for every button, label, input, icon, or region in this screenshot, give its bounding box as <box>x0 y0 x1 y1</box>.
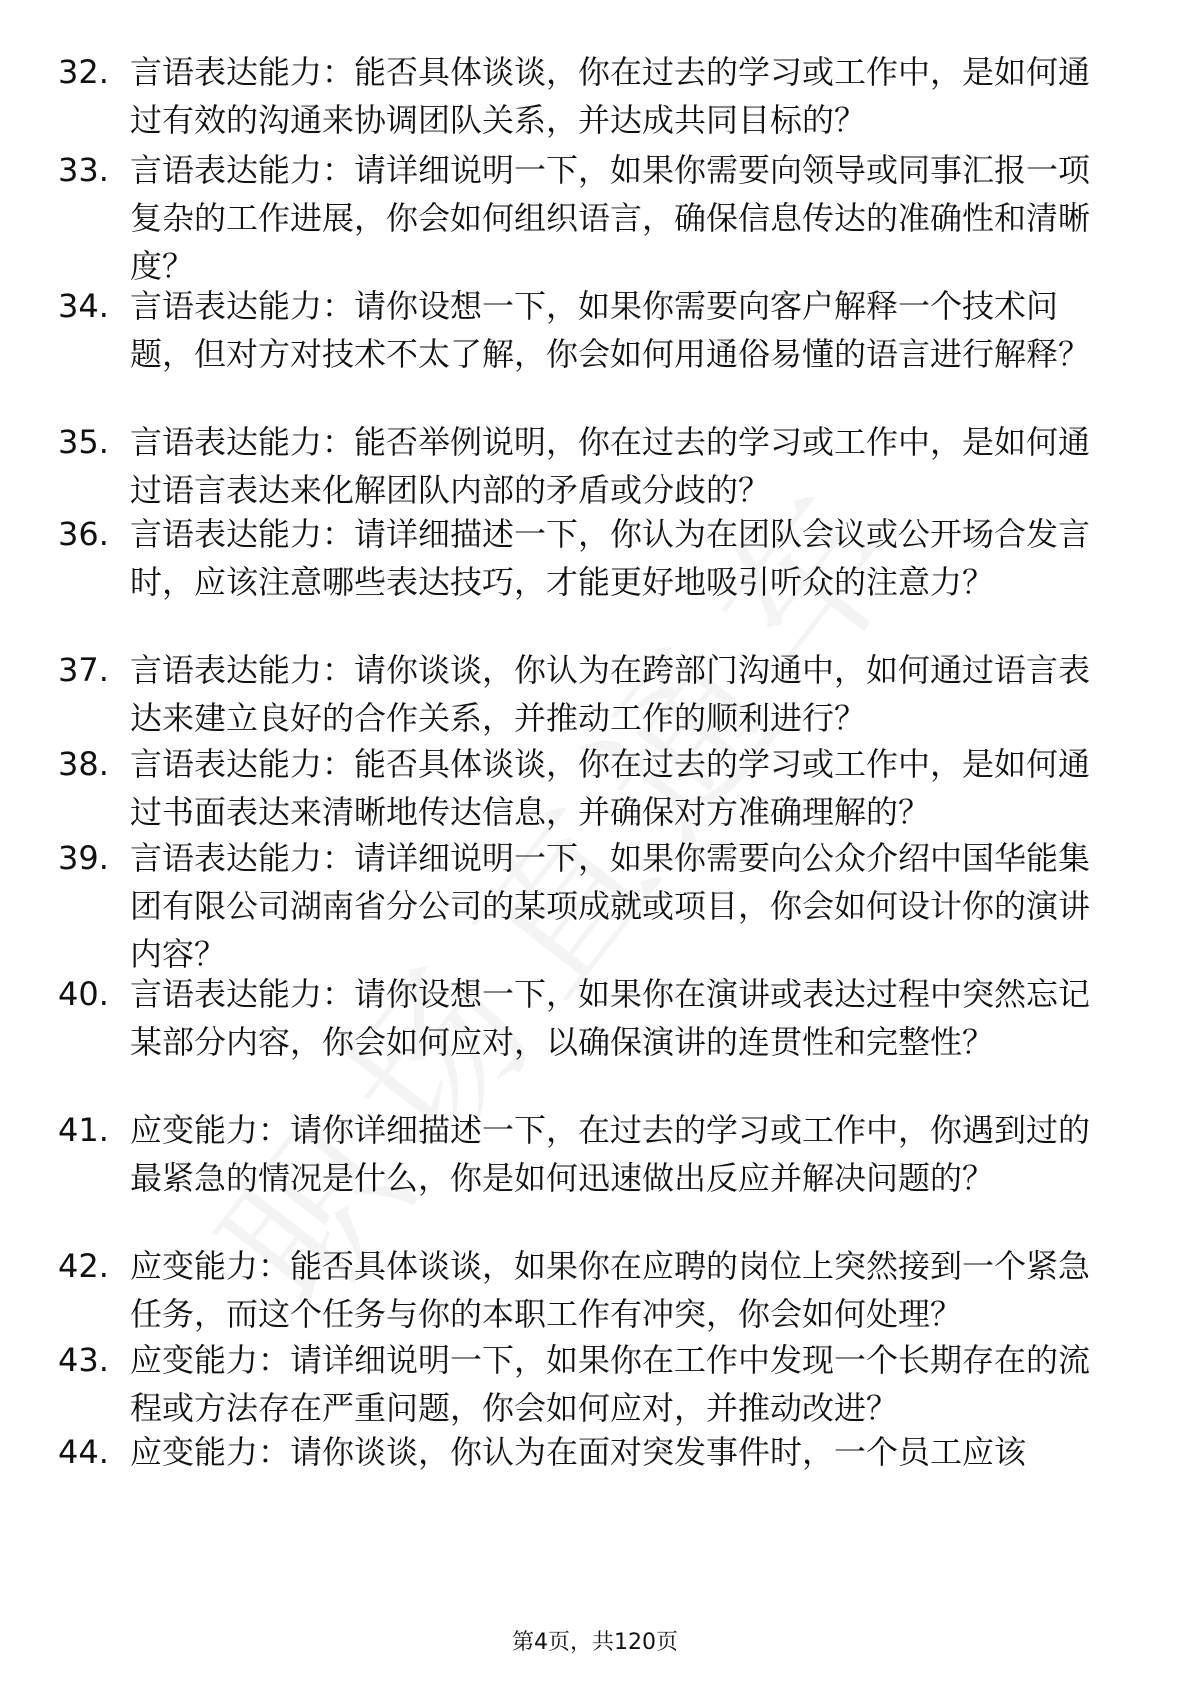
question-item <box>58 1242 1108 1338</box>
question-text: 言语表达能力：能否具体谈谈，你在过去的学习或工作中，是如何通过有效的沟通来协调团队关系，并达成共同目标的？ <box>130 53 1091 139</box>
question-item <box>58 146 1108 290</box>
question-text: 应变能力：请详细说明一下，如果你在工作中发现一个长期存在的流程或方法存在严重问题，你会如何应对，并推动改进？ <box>130 1341 1091 1427</box>
question-item <box>58 1336 1108 1432</box>
question-number: 35. <box>58 423 109 461</box>
question-item <box>58 510 1108 606</box>
question-number: 44. <box>58 1433 109 1471</box>
question-number: 33. <box>58 151 109 189</box>
question-text: 言语表达能力：请详细说明一下，如果你需要向公众介绍中国华能集团有限公司湖南省分公司的某项成就或项目，你会如何设计你的演讲内容？ <box>130 839 1091 973</box>
question-item <box>58 1428 1108 1476</box>
question-text: 言语表达能力：请详细说明一下，如果你需要向领导或同事汇报一项复杂的工作进展，你会如何组织语言，确保信息传达的准确性和清晰度？ <box>130 151 1091 285</box>
question-item <box>58 970 1108 1066</box>
question-text: 言语表达能力：请详细描述一下，你认为在团队会议或公开场合发言时，应该注意哪些表达技巧，才能更好地吸引听众的注意力？ <box>130 515 1091 601</box>
question-text: 言语表达能力：能否具体谈谈，你在过去的学习或工作中，是如何通过书面表达来清晰地传达信息，并确保对方准确理解的？ <box>130 745 1091 831</box>
question-item <box>58 834 1108 978</box>
question-text: 应变能力：请你详细描述一下，在过去的学习或工作中，你遇到过的最紧急的情况是什么，你是如何迅速做出反应并解决问题的？ <box>130 1111 1091 1197</box>
question-number: 43. <box>58 1341 109 1379</box>
question-number: 37. <box>58 651 109 689</box>
question-item <box>58 282 1108 378</box>
question-text: 言语表达能力：能否举例说明，你在过去的学习或工作中，是如何通过语言表达来化解团队内部的矛盾或分歧的？ <box>130 423 1091 509</box>
question-item <box>58 740 1108 836</box>
page-footer: 第4页，共120页 <box>512 1630 678 1655</box>
question-item <box>58 418 1108 514</box>
question-number: 32. <box>58 53 109 91</box>
question-text: 应变能力：请你谈谈，你认为在面对突发事件时，一个员工应该 <box>130 1433 1027 1471</box>
question-number: 34. <box>58 287 109 325</box>
question-number: 41. <box>58 1111 109 1149</box>
question-item <box>58 1106 1108 1202</box>
question-text: 言语表达能力：请你设想一下，如果你在演讲或表达过程中突然忘记某部分内容，你会如何应对，以确保演讲的连贯性和完整性？ <box>130 975 1091 1061</box>
question-number: 36. <box>58 515 109 553</box>
question-text: 言语表达能力：请你谈谈，你认为在跨部门沟通中，如何通过语言表达来建立良好的合作关系，并推动工作的顺利进行？ <box>130 651 1091 737</box>
question-number: 39. <box>58 839 109 877</box>
question-item <box>58 48 1108 144</box>
question-item <box>58 646 1108 742</box>
question-number: 38. <box>58 745 109 783</box>
question-number: 40. <box>58 975 109 1013</box>
question-number: 42. <box>58 1247 109 1285</box>
question-text: 言语表达能力：请你设想一下，如果你需要向客户解释一个技术问题，但对方对技术不太了解，你会如何用通俗易懂的语言进行解释？ <box>130 287 1091 373</box>
question-text: 应变能力：能否具体谈谈，如果你在应聘的岗位上突然接到一个紧急任务，而这个任务与你的本职工作有冲突，你会如何处理？ <box>130 1247 1091 1333</box>
